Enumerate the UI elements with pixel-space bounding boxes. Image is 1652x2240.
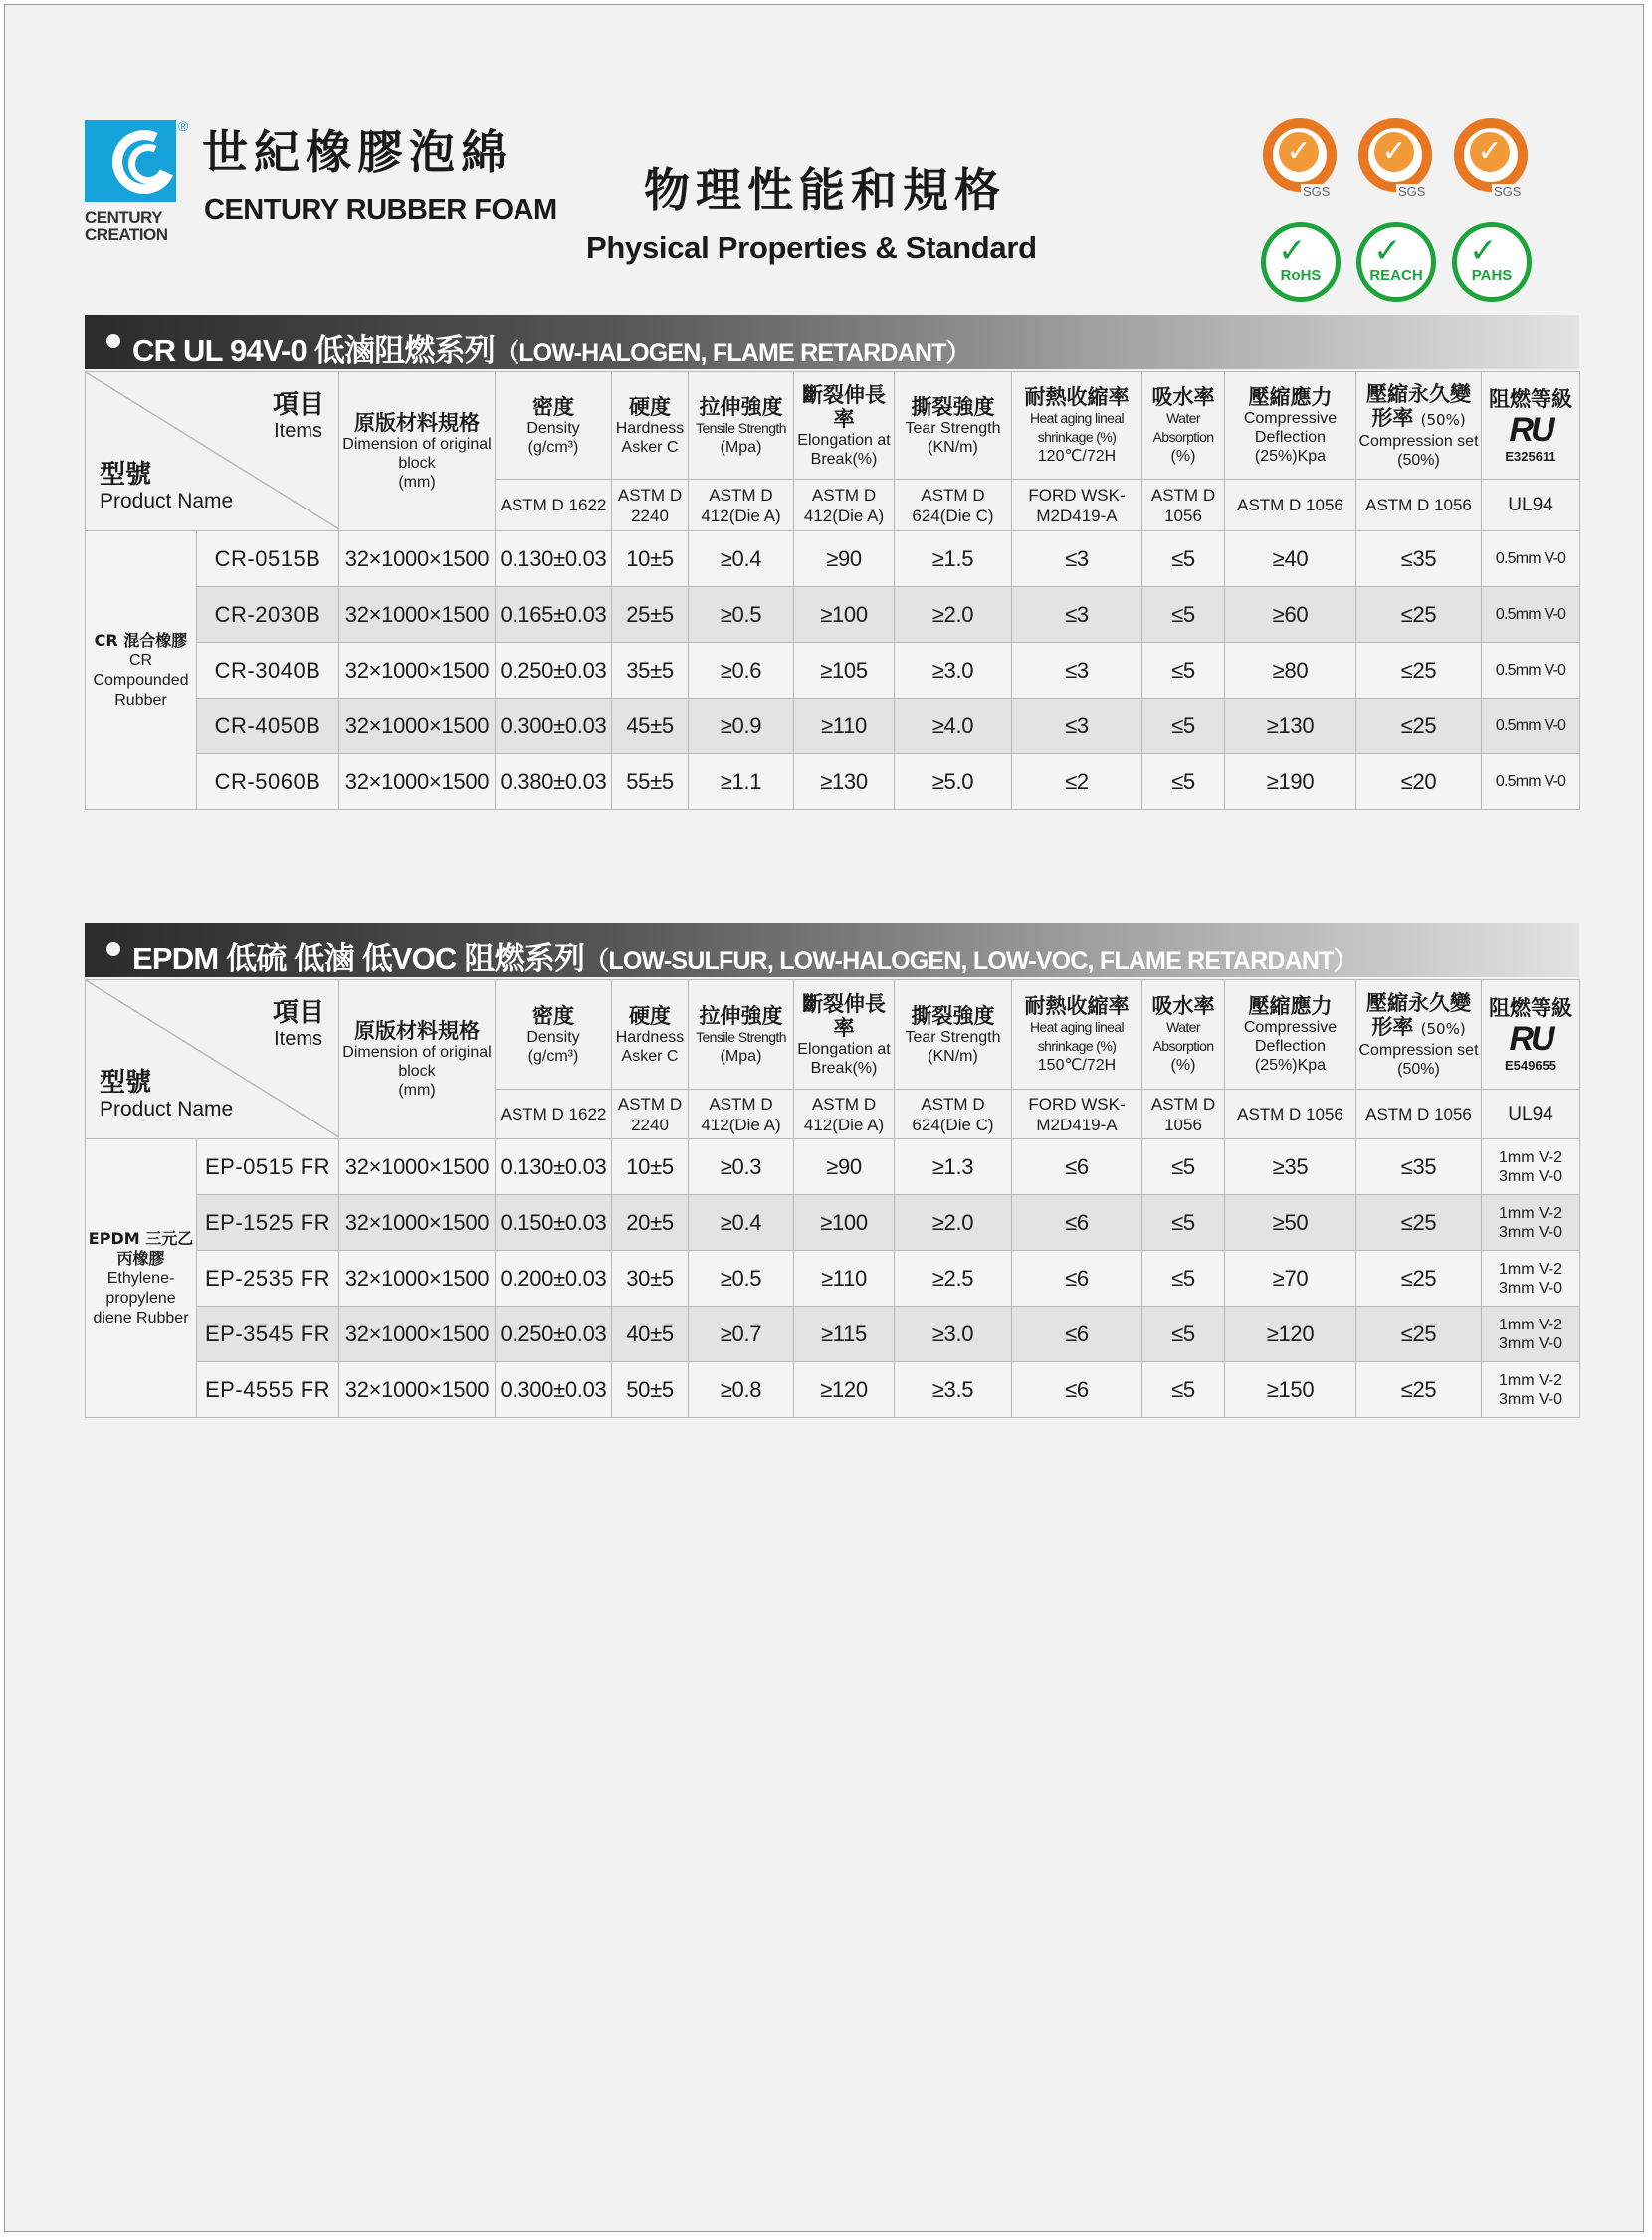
heat-cell: ≤3 [1012, 531, 1142, 587]
table-row [86, 699, 1580, 754]
product-name-cell: CR-0515B [197, 531, 339, 587]
flame-rating-cell: 0.5mm V-0 [1482, 699, 1580, 754]
tensile-cell: ≥0.4 [689, 531, 794, 587]
std-density: ASTM D 1622 [496, 1090, 612, 1139]
std-density: ASTM D 1622 [496, 480, 612, 531]
cr-material-group: CR 混合橡膠 CR Compounded Rubber [86, 531, 197, 810]
hardness-cell: 40±5 [612, 1307, 689, 1362]
density-cell: 0.300±0.03 [496, 1362, 612, 1418]
std-flame: UL94 [1482, 1090, 1580, 1139]
table-row [86, 1251, 1580, 1307]
table-row [86, 531, 1580, 587]
table-row [86, 1362, 1580, 1418]
tear-cell: ≥1.3 [895, 1139, 1012, 1195]
elong-cell: ≥120 [794, 1362, 895, 1418]
tensile-cell: ≥0.5 [689, 587, 794, 643]
cset-cell: ≤20 [1356, 754, 1482, 810]
epdm-spec-table [85, 979, 1580, 1418]
product-name-cell: CR-3040B [197, 643, 339, 699]
std-compressive: ASTM D 1056 [1225, 1090, 1356, 1139]
hardness-cell: 55±5 [612, 754, 689, 810]
water-cell: ≤5 [1142, 1195, 1225, 1251]
water-cell: ≤5 [1142, 1251, 1225, 1307]
std-compressive: ASTM D 1056 [1225, 480, 1356, 531]
flame-rating-cell: 1mm V-2 3mm V-0 [1482, 1195, 1580, 1251]
col-water: 吸水率 Water Absorption (%) [1142, 372, 1225, 480]
items-label-cn: 項目 [272, 390, 324, 420]
std-compression-set: ASTM D 1056 [1356, 1090, 1482, 1139]
water-cell: ≤5 [1142, 699, 1225, 754]
bullet-icon [106, 334, 120, 348]
tensile-cell: ≥0.5 [689, 1251, 794, 1307]
water-cell: ≤5 [1142, 1139, 1225, 1195]
tensile-cell: ≥0.8 [689, 1362, 794, 1418]
table-row [86, 1139, 1580, 1195]
product-name-cell: CR-5060B [197, 754, 339, 810]
sgs-cert-badge-icon: ✓ SGS [1446, 112, 1538, 204]
comp-cell: ≥190 [1225, 754, 1356, 810]
section-title-cr: CR UL 94V-0 低滷阻燃系列 [132, 333, 495, 368]
spec-sheet-page [4, 4, 1644, 2232]
comp-cell: ≥80 [1225, 643, 1356, 699]
dim-cell: 32×1000×1500 [339, 1251, 496, 1307]
std-heat-aging: FORD WSK-M2D419-A [1012, 480, 1142, 531]
page-title-en: Physical Properties & Standard [586, 230, 1037, 265]
flame-rating-cell: 0.5mm V-0 [1482, 531, 1580, 587]
items-label-en: Items [274, 420, 322, 442]
col-compressive: 壓縮應力 Compressive Deflection (25%)Kpa [1225, 980, 1356, 1090]
col-tear: 撕裂強度 Tear Strength (KN/m) [895, 372, 1012, 480]
hardness-cell: 35±5 [612, 643, 689, 699]
heat-cell: ≤6 [1012, 1307, 1142, 1362]
density-cell: 0.380±0.03 [496, 754, 612, 810]
cr-spec-table [85, 371, 1580, 810]
col-water: 吸水率 Water Absorption (%) [1142, 980, 1225, 1090]
product-label-en: Product Name [100, 1098, 234, 1120]
ul-mark-icon: RU [1509, 1020, 1552, 1058]
cset-cell: ≤25 [1356, 587, 1482, 643]
col-density: 密度 Density (g/cm³) [496, 372, 612, 480]
table-row [86, 587, 1580, 643]
dim-cell: 32×1000×1500 [339, 587, 496, 643]
std-compression-set: ASTM D 1056 [1356, 480, 1482, 531]
flame-rating-cell: 1mm V-2 3mm V-0 [1482, 1251, 1580, 1307]
section-header-epdm [85, 923, 1579, 977]
tensile-cell: ≥0.4 [689, 1195, 794, 1251]
product-name-cell: EP-4555 FR [197, 1362, 339, 1418]
std-tensile: ASTM D 412(Die A) [689, 480, 794, 531]
col-heat-aging: 耐熱收縮率 Heat aging lineal shrinkage (%) 120℃/72H [1012, 372, 1142, 480]
std-tear: ASTM D 624(Die C) [895, 480, 1012, 531]
heat-cell: ≤6 [1012, 1251, 1142, 1307]
tear-cell: ≥3.0 [895, 1307, 1012, 1362]
tear-cell: ≥2.5 [895, 1251, 1012, 1307]
hardness-cell: 10±5 [612, 1139, 689, 1195]
heat-cell: ≤3 [1012, 643, 1142, 699]
col-tensile: 拉伸強度 Tensile Strength (Mpa) [689, 372, 794, 480]
dim-cell: 32×1000×1500 [339, 1195, 496, 1251]
elong-cell: ≥110 [794, 699, 895, 754]
product-name-cell: CR-4050B [197, 699, 339, 754]
heat-cell: ≤6 [1012, 1362, 1142, 1418]
dim-cell: 32×1000×1500 [339, 1362, 496, 1418]
std-elongation: ASTM D 412(Die A) [794, 480, 895, 531]
elong-cell: ≥100 [794, 1195, 895, 1251]
flame-rating-cell: 0.5mm V-0 [1482, 754, 1580, 810]
page-title-cn: 物理性能和規格 [644, 163, 1006, 217]
comp-cell: ≥60 [1225, 587, 1356, 643]
std-water: ASTM D 1056 [1142, 1090, 1225, 1139]
cset-cell: ≤25 [1356, 1307, 1482, 1362]
product-label-cn: 型號 [100, 460, 152, 490]
col-compression-set: 壓縮永久變形率 (50%) Compression set (50%) [1356, 372, 1482, 480]
density-cell: 0.165±0.03 [496, 587, 612, 643]
tear-cell: ≥5.0 [895, 754, 1012, 810]
comp-cell: ≥120 [1225, 1307, 1356, 1362]
sgs-cert-badge-icon: ✓ SGS [1350, 112, 1442, 204]
col-hardness: 硬度 Hardness Asker C [612, 980, 689, 1090]
tear-cell: ≥2.0 [895, 587, 1012, 643]
tensile-cell: ≥0.3 [689, 1139, 794, 1195]
cset-cell: ≤35 [1356, 531, 1482, 587]
density-cell: 0.300±0.03 [496, 699, 612, 754]
density-cell: 0.250±0.03 [496, 1307, 612, 1362]
cset-cell: ≤25 [1356, 1362, 1482, 1418]
cset-cell: ≤25 [1356, 699, 1482, 754]
comp-cell: ≥70 [1225, 1251, 1356, 1307]
col-flame: 阻燃等級 RU E325611 [1482, 372, 1580, 480]
density-cell: 0.130±0.03 [496, 1139, 612, 1195]
table-row [86, 754, 1580, 810]
cset-cell: ≤25 [1356, 1251, 1482, 1307]
brand-name-en: CENTURY RUBBER FOAM [204, 194, 557, 226]
tear-cell: ≥2.0 [895, 1195, 1012, 1251]
col-elongation: 斷裂伸長率 Elongation at Break(%) [794, 372, 895, 480]
density-cell: 0.250±0.03 [496, 643, 612, 699]
dim-cell: 32×1000×1500 [339, 643, 496, 699]
density-cell: 0.200±0.03 [496, 1251, 612, 1307]
col-density: 密度 Density (g/cm³) [496, 980, 612, 1090]
elong-cell: ≥90 [794, 531, 895, 587]
tensile-cell: ≥0.7 [689, 1307, 794, 1362]
section-subtitle-epdm: （LOW-SULFUR, LOW-HALOGEN, LOW-VOC, FLAME RETARDANT） [584, 947, 1357, 975]
tensile-cell: ≥0.9 [689, 699, 794, 754]
table-row [86, 1307, 1580, 1362]
col-dimension: 原版材料規格 Dimension of original block (mm) [339, 372, 496, 531]
col-heat-aging: 耐熱收縮率 Heat aging lineal shrinkage (%) 150℃/72H [1012, 980, 1142, 1090]
dim-cell: 32×1000×1500 [339, 754, 496, 810]
std-tensile: ASTM D 412(Die A) [689, 1090, 794, 1139]
product-name-cell: EP-2535 FR [197, 1251, 339, 1307]
section-title-epdm: EPDM 低硫 低滷 低VOC 阻燃系列 [132, 941, 585, 976]
elong-cell: ≥90 [794, 1139, 895, 1195]
hardness-cell: 20±5 [612, 1195, 689, 1251]
rohs-badge-icon: ✓ RoHS [1261, 222, 1341, 302]
col-tensile: 拉伸強度 Tensile Strength (Mpa) [689, 980, 794, 1090]
flame-rating-cell: 1mm V-2 3mm V-0 [1482, 1362, 1580, 1418]
comp-cell: ≥40 [1225, 531, 1356, 587]
col-compressive: 壓縮應力 Compressive Deflection (25%)Kpa [1225, 372, 1356, 480]
heat-cell: ≤2 [1012, 754, 1142, 810]
std-tear: ASTM D 624(Die C) [895, 1090, 1012, 1139]
col-elongation: 斷裂伸長率 Elongation at Break(%) [794, 980, 895, 1090]
flame-rating-cell: 1mm V-2 3mm V-0 [1482, 1139, 1580, 1195]
elong-cell: ≥105 [794, 643, 895, 699]
items-label-en: Items [274, 1028, 322, 1050]
product-name-cell: EP-3545 FR [197, 1307, 339, 1362]
comp-cell: ≥130 [1225, 699, 1356, 754]
std-heat-aging: FORD WSK-M2D419-A [1012, 1090, 1142, 1139]
tear-cell: ≥1.5 [895, 531, 1012, 587]
brand-name-cn: 世紀橡膠泡綿 [202, 125, 513, 179]
epdm-material-group: EPDM 三元乙丙橡膠 Ethylene-propylene diene Rubber [86, 1139, 197, 1418]
elong-cell: ≥115 [794, 1307, 895, 1362]
col-compression-set: 壓縮永久變形率 (50%) Compression set (50%) [1356, 980, 1482, 1090]
flame-rating-cell: 0.5mm V-0 [1482, 643, 1580, 699]
table-row [86, 643, 1580, 699]
hardness-cell: 10±5 [612, 531, 689, 587]
tensile-cell: ≥1.1 [689, 754, 794, 810]
product-name-cell: EP-0515 FR [197, 1139, 339, 1195]
col-tear: 撕裂強度 Tear Strength (KN/m) [895, 980, 1012, 1090]
heat-cell: ≤3 [1012, 587, 1142, 643]
comp-cell: ≥50 [1225, 1195, 1356, 1251]
hardness-cell: 45±5 [612, 699, 689, 754]
water-cell: ≤5 [1142, 1307, 1225, 1362]
dim-cell: 32×1000×1500 [339, 1307, 496, 1362]
cset-cell: ≤25 [1356, 1195, 1482, 1251]
section-subtitle-cr: （LOW-HALOGEN, FLAME RETARDANT） [495, 339, 970, 367]
water-cell: ≤5 [1142, 1362, 1225, 1418]
tear-cell: ≥3.5 [895, 1362, 1012, 1418]
tear-cell: ≥3.0 [895, 643, 1012, 699]
elong-cell: ≥110 [794, 1251, 895, 1307]
product-label-en: Product Name [100, 490, 234, 512]
col-hardness: 硬度 Hardness Asker C [612, 372, 689, 480]
sgs-cert-badge-icon: ✓ SGS [1255, 112, 1346, 204]
ul-mark-icon: RU [1509, 411, 1552, 449]
tensile-cell: ≥0.6 [689, 643, 794, 699]
std-flame: UL94 [1482, 480, 1580, 531]
water-cell: ≤5 [1142, 643, 1225, 699]
col-dimension: 原版材料規格 Dimension of original block (mm) [339, 980, 496, 1139]
flame-rating-cell: 1mm V-2 3mm V-0 [1482, 1307, 1580, 1362]
century-logo-icon [85, 120, 176, 202]
elong-cell: ≥130 [794, 754, 895, 810]
flame-rating-cell: 0.5mm V-0 [1482, 587, 1580, 643]
heat-cell: ≤3 [1012, 699, 1142, 754]
col-flame: 阻燃等級 RU E549655 [1482, 980, 1580, 1090]
std-water: ASTM D 1056 [1142, 480, 1225, 531]
dim-cell: 32×1000×1500 [339, 531, 496, 587]
density-cell: 0.130±0.03 [496, 531, 612, 587]
logo-caption: CENTURY CREATION [85, 208, 168, 244]
dim-cell: 32×1000×1500 [339, 1139, 496, 1195]
registered-mark-icon: ® [178, 118, 189, 134]
bullet-icon [106, 942, 120, 956]
comp-cell: ≥35 [1225, 1139, 1356, 1195]
hardness-cell: 30±5 [612, 1251, 689, 1307]
water-cell: ≤5 [1142, 587, 1225, 643]
product-name-cell: CR-2030B [197, 587, 339, 643]
product-name-cell: EP-1525 FR [197, 1195, 339, 1251]
density-cell: 0.150±0.03 [496, 1195, 612, 1251]
table-row [86, 1195, 1580, 1251]
header-corner [86, 980, 339, 1139]
pahs-badge-icon: ✓ PAHS [1452, 222, 1532, 302]
water-cell: ≤5 [1142, 531, 1225, 587]
product-label-cn: 型號 [100, 1068, 152, 1098]
section-header-cr [85, 315, 1579, 369]
cset-cell: ≤35 [1356, 1139, 1482, 1195]
comp-cell: ≥150 [1225, 1362, 1356, 1418]
header-corner [86, 372, 339, 531]
std-hardness: ASTM D 2240 [612, 1090, 689, 1139]
dim-cell: 32×1000×1500 [339, 699, 496, 754]
std-hardness: ASTM D 2240 [612, 480, 689, 531]
tear-cell: ≥4.0 [895, 699, 1012, 754]
water-cell: ≤5 [1142, 754, 1225, 810]
heat-cell: ≤6 [1012, 1139, 1142, 1195]
hardness-cell: 50±5 [612, 1362, 689, 1418]
reach-badge-icon: ✓ REACH [1356, 222, 1436, 302]
std-elongation: ASTM D 412(Die A) [794, 1090, 895, 1139]
cset-cell: ≤25 [1356, 643, 1482, 699]
items-label-cn: 項目 [272, 998, 324, 1028]
heat-cell: ≤6 [1012, 1195, 1142, 1251]
hardness-cell: 25±5 [612, 587, 689, 643]
elong-cell: ≥100 [794, 587, 895, 643]
